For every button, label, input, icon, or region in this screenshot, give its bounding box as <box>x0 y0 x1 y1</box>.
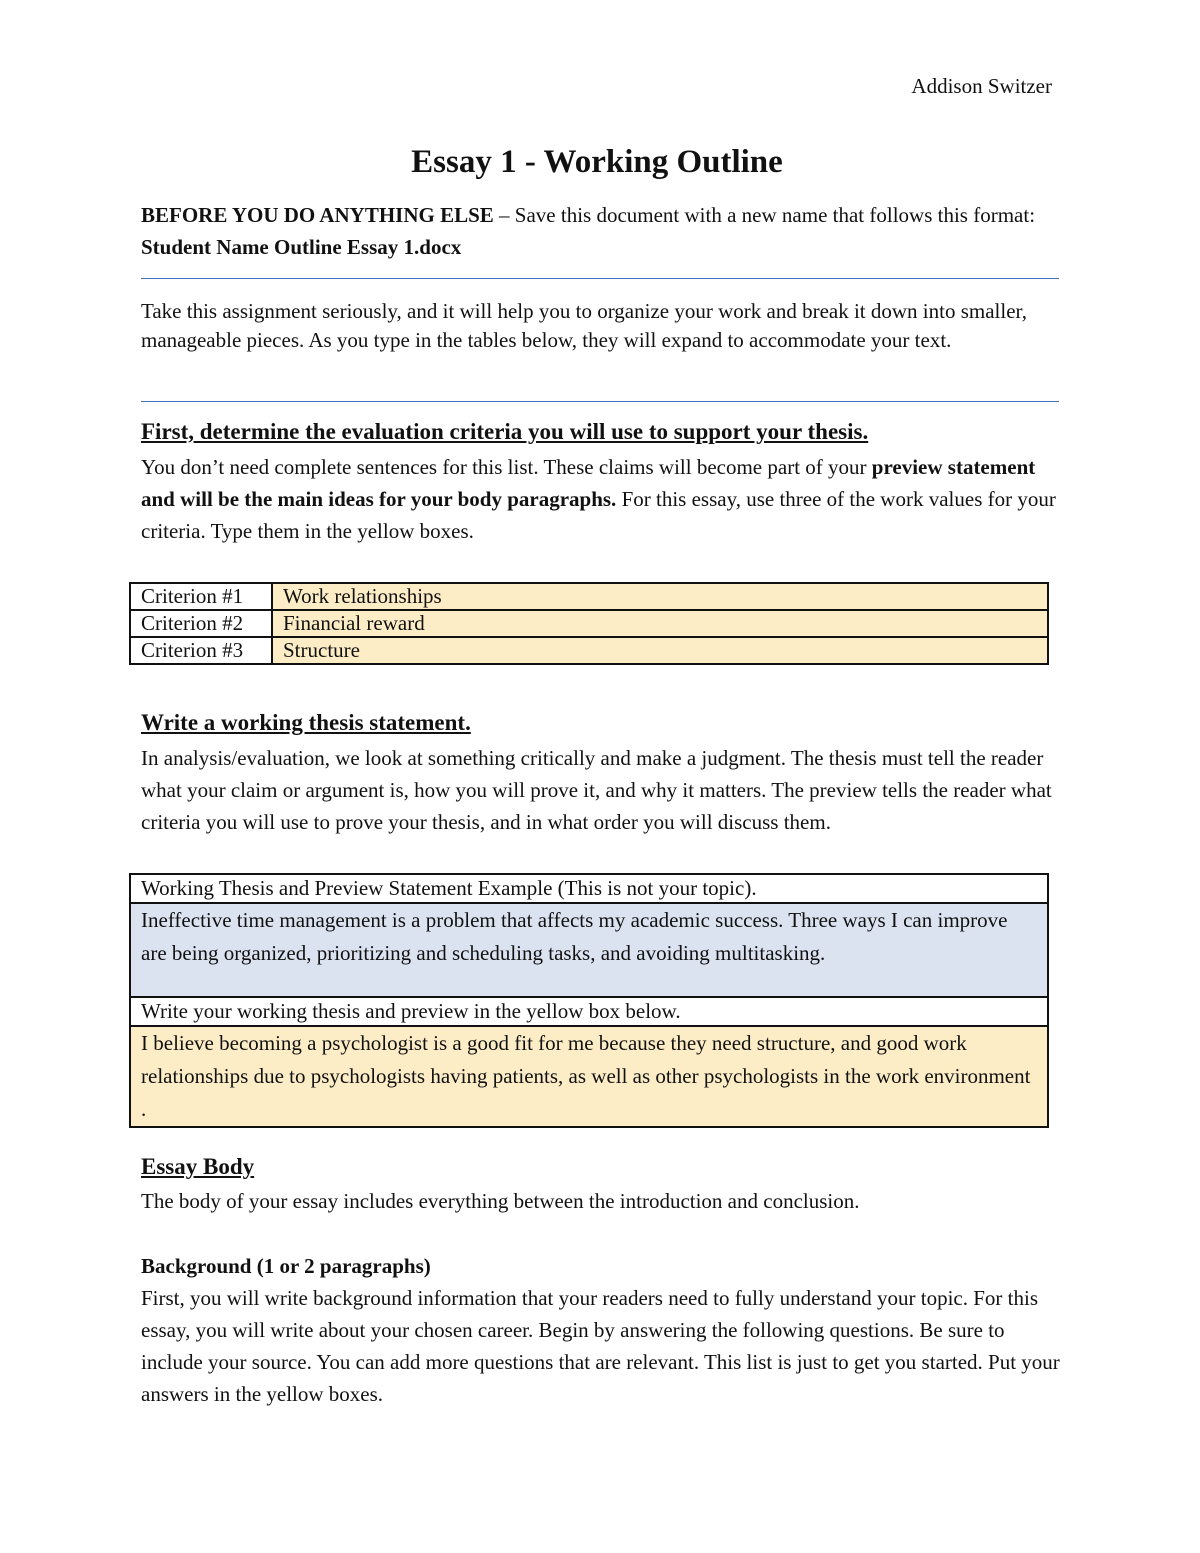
divider-top <box>141 278 1059 279</box>
criterion-1-label: Criterion #1 <box>130 583 272 610</box>
criteria-bold: preview statement and will be the main ideas for your body paragraphs. <box>141 455 1036 511</box>
table-row <box>130 637 1048 664</box>
instructions-text: – Save this document with a new name that follows this format: <box>493 203 1036 227</box>
criterion-2-input[interactable]: Financial reward <box>272 610 1048 637</box>
background-text: First, you will write background information that your readers need to fully understand your topic. For this essay, you will write about your chosen career. Begin by answering the following questions. Be sure to include your source. You can add more questions that are relevant. This list is just to get you started. Put your answers in the yellow boxes. <box>141 1286 1060 1406</box>
author-name: Addison Switzer <box>911 74 1052 98</box>
background-heading: Background (1 or 2 paragraphs) <box>141 1254 431 1278</box>
save-instructions <box>141 199 1059 263</box>
criteria-text-2: For this essay, use three of the work values for your criteria. Type them in the yellow boxes. <box>141 487 1056 543</box>
criteria-heading: First, determine the evaluation criteria you will use to support your thesis. <box>141 419 869 444</box>
table-row <box>130 997 1048 1026</box>
thesis-heading: Write a working thesis statement. <box>141 710 471 735</box>
thesis-instructions: In analysis/evaluation, we look at something critically and make a judgment. The thesis must tell the reader what your claim or argument is, how you will prove it, and why it matters. The preview tells the reader what criteria you will use to prove your thesis, and in what order you will discuss them. <box>141 746 1052 834</box>
intro-paragraph: Take this assignment seriously, and it will help you to organize your work and break it down into smaller, manageable pieces. As you type in the tables below, they will expand to accommodate your text. <box>141 299 1027 352</box>
essay-body-text: The body of your essay includes everything between the introduction and conclusion. <box>141 1189 860 1213</box>
criterion-3-label: Criterion #3 <box>130 637 272 664</box>
criterion-3-input[interactable]: Structure <box>272 637 1048 664</box>
instructions-bold-lead: BEFORE YOU DO ANYTHING ELSE <box>141 203 494 227</box>
example-header: Working Thesis and Preview Statement Example (This is not your topic). <box>130 874 1048 903</box>
instructions-filename: Student Name Outline Essay 1.docx <box>141 235 462 259</box>
table-row <box>130 903 1048 997</box>
criterion-2-label: Criterion #2 <box>130 610 272 637</box>
table-row <box>130 1026 1048 1127</box>
prompt-header: Write your working thesis and preview in the yellow box below. <box>130 997 1048 1026</box>
table-row <box>130 874 1048 903</box>
essay-body-heading: Essay Body <box>141 1154 255 1179</box>
divider-bottom <box>141 401 1059 402</box>
criteria-instructions <box>141 451 1059 547</box>
page-title: Essay 1 - Working Outline <box>411 144 783 180</box>
thesis-answer-input[interactable]: I believe becoming a psychologist is a good fit for me because they need structure, and good work relationships due to psychologists having patients, as well as other psychologists in the work environment . <box>130 1026 1048 1127</box>
criteria-table <box>129 582 1049 665</box>
criterion-1-input[interactable]: Work relationships <box>272 583 1048 610</box>
example-thesis: Ineffective time management is a problem that affects my academic success. Three ways I can improve are being organized, prioritizing and scheduling tasks, and avoiding multitasking. <box>130 903 1048 997</box>
thesis-table <box>129 873 1049 1128</box>
table-row <box>130 583 1048 610</box>
table-row <box>130 610 1048 637</box>
criteria-text-1: You don’t need complete sentences for this list. These claims will become part of your <box>141 455 872 479</box>
